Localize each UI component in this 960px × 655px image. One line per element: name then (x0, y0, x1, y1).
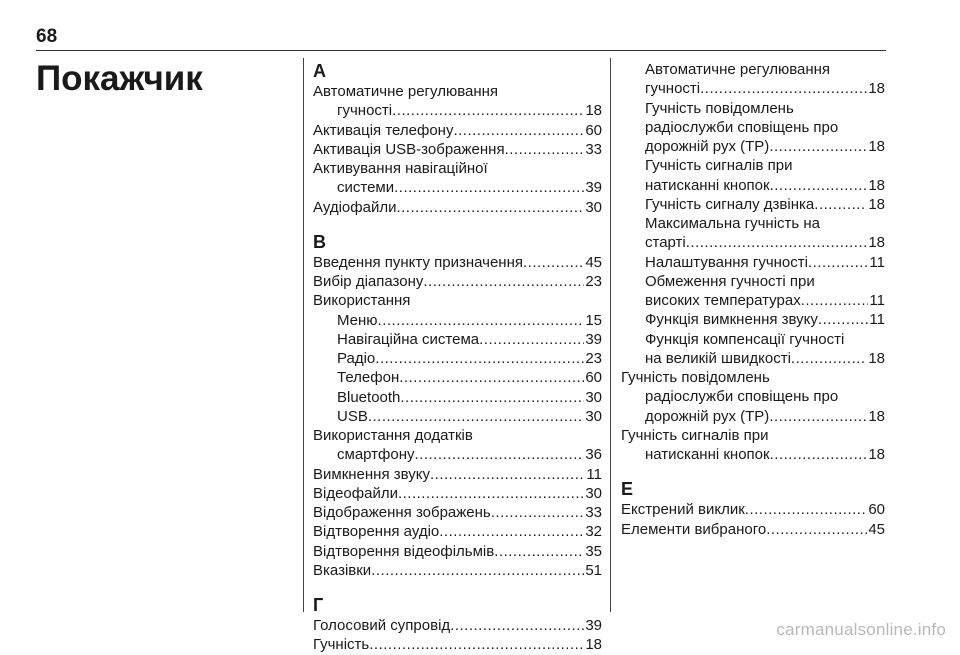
dot-leader (801, 291, 869, 310)
index-entry-text: радіослужби сповіщень про (645, 388, 839, 406)
section-gap (621, 464, 885, 478)
dot-leader (769, 137, 867, 156)
index-title: Покажчик (36, 59, 203, 98)
index-entry[interactable] (313, 616, 602, 635)
index-letter-heading: В (313, 231, 326, 252)
index-entry (621, 99, 885, 118)
index-entry[interactable] (621, 349, 885, 368)
section-gap (313, 217, 602, 231)
dot-leader (494, 542, 584, 561)
index-entry-text: Автоматичне регулювання (313, 83, 499, 100)
index-entry-text: Відеофайли (313, 484, 398, 502)
dot-leader (415, 445, 585, 464)
index-entry-text: високих температурах (645, 292, 801, 309)
index-entry-text: Відображення зображень (313, 504, 491, 521)
index-entry[interactable] (313, 503, 602, 522)
index-entry-text: Меню (337, 311, 378, 329)
index-entry-text: Відтворення відеофільмів (313, 542, 495, 560)
dot-leader (368, 407, 584, 426)
index-entry[interactable] (313, 635, 602, 654)
index-entry-text: Максимальна гучність на (645, 215, 821, 232)
index-entry (313, 82, 602, 101)
dot-leader (396, 198, 584, 217)
dot-leader (770, 445, 868, 464)
index-entry[interactable] (621, 195, 885, 214)
index-entry-text: радіослужби сповіщень про (645, 118, 839, 136)
index-entry-text: Навігаційна система (337, 330, 480, 348)
page-reference[interactable]: 18 (868, 234, 885, 252)
index-entry (621, 118, 885, 137)
index-entry-text: Вимкнення звуку (313, 465, 430, 483)
index-entry[interactable] (313, 349, 602, 368)
dot-leader (505, 140, 585, 159)
dot-leader (423, 272, 584, 291)
column-divider-right (610, 58, 611, 612)
index-entry[interactable] (313, 101, 602, 120)
index-entry-text: натисканні кнопок (645, 446, 770, 463)
index-entry[interactable] (313, 522, 602, 541)
index-entry-text: системи (337, 179, 395, 197)
dot-leader (398, 484, 584, 503)
index-entry-text: Гучність (313, 636, 370, 654)
page-reference[interactable]: 11 (869, 311, 885, 329)
index-letter-heading: Г (313, 595, 324, 615)
index-entry-text: Гучність сигналів при (645, 157, 793, 175)
dot-leader (450, 616, 584, 635)
page-reference[interactable]: 30 (585, 388, 602, 406)
dot-leader (523, 253, 584, 272)
page-reference[interactable]: 11 (869, 292, 885, 309)
page-reference[interactable]: 39 (585, 617, 602, 634)
index-entry[interactable] (621, 79, 885, 98)
index-entry[interactable] (313, 330, 602, 349)
page-number: 68 (36, 26, 58, 47)
index-entry-text: Активація USB-зображення (313, 140, 505, 158)
index-entry-text: Обмеження гучності при (645, 272, 815, 290)
page-reference[interactable]: 11 (869, 253, 885, 271)
index-entry[interactable] (621, 407, 885, 426)
column-divider-left (303, 58, 304, 612)
page-reference[interactable]: 45 (585, 253, 602, 271)
dot-leader (479, 330, 584, 349)
index-entry-text: Голосовий супровід (313, 617, 451, 634)
page-reference[interactable]: 18 (585, 102, 602, 120)
index-entry[interactable] (313, 253, 602, 272)
index-entry[interactable] (313, 561, 602, 580)
dot-leader (378, 311, 585, 330)
page-reference[interactable]: 60 (585, 121, 602, 139)
index-entry[interactable] (313, 198, 602, 217)
index-entry[interactable] (621, 445, 885, 464)
index-entry[interactable] (313, 542, 602, 561)
page-reference[interactable]: 18 (585, 636, 602, 654)
index-entry (621, 60, 885, 79)
index-entry-text: Екстрений виклик (621, 501, 745, 519)
index-entry-text: Відтворення аудіо (313, 523, 440, 541)
dot-leader (766, 520, 867, 539)
index-entry-text: Функція вимкнення звуку (645, 311, 818, 329)
dot-leader (400, 388, 584, 407)
index-letter-heading: А (313, 61, 326, 81)
page-reference[interactable]: 39 (585, 330, 602, 348)
dot-leader (814, 195, 867, 214)
index-entry[interactable] (313, 121, 602, 140)
section-gap (313, 580, 602, 594)
dot-leader (399, 368, 584, 387)
index-entry (313, 159, 602, 178)
dot-leader (430, 465, 585, 484)
page-reference[interactable]: 30 (585, 407, 602, 425)
page-reference[interactable]: 32 (585, 523, 602, 541)
index-entry-text: Радіо (337, 350, 376, 367)
page-reference[interactable]: 18 (868, 138, 885, 155)
dot-leader (700, 79, 867, 98)
index-entry (621, 368, 885, 387)
index-entry[interactable] (313, 272, 602, 291)
page-reference[interactable]: 18 (868, 80, 885, 98)
page-reference[interactable]: 51 (585, 561, 602, 579)
index-entry[interactable] (621, 520, 885, 539)
dot-leader (392, 101, 584, 120)
index-entry-text: Елементи вибраного (621, 520, 767, 538)
index-entry (621, 156, 885, 175)
index-entry[interactable] (313, 484, 602, 503)
index-entry (621, 330, 885, 349)
index-entry[interactable] (313, 311, 602, 330)
page-reference[interactable]: 11 (586, 465, 602, 483)
index-entry[interactable] (313, 140, 602, 159)
page-reference[interactable]: 60 (868, 501, 885, 519)
index-entry-text: Аудіофайли (313, 198, 397, 216)
dot-leader (491, 503, 585, 522)
index-entry-text: дорожній рух (TP) (645, 138, 770, 155)
index-entry (313, 291, 602, 310)
index-entry[interactable] (313, 178, 602, 197)
index-entry-text: Функція компенсації гучності (645, 330, 845, 348)
index-entry-text: натисканні кнопок (645, 176, 770, 194)
page-reference[interactable]: 18 (868, 407, 885, 425)
index-column-b (621, 60, 885, 539)
index-entry (313, 426, 602, 445)
index-entry-text: Налаштування гучності (645, 253, 808, 271)
index-entry (621, 214, 885, 233)
index-entry (621, 387, 885, 406)
index-entry-text: старті (645, 234, 686, 252)
page-reference[interactable]: 35 (585, 542, 602, 560)
index-entry-text: Використання додатків (313, 427, 473, 444)
index-entry-text: на великій швидкості (645, 349, 791, 367)
index-entry-text: Автоматичне регулювання (645, 61, 831, 78)
index-entry-text: гучності (337, 102, 393, 120)
dot-leader (769, 407, 867, 426)
dot-leader (453, 121, 584, 140)
page-reference[interactable]: 30 (585, 198, 602, 216)
index-entry-text: Активування навігаційної (313, 160, 488, 177)
dot-leader (375, 349, 584, 368)
index-entry[interactable] (313, 388, 602, 407)
page-reference[interactable]: 45 (868, 520, 885, 538)
index-entry-text: Гучність сигналів при (621, 426, 769, 444)
page-reference[interactable]: 60 (585, 369, 602, 387)
page-reference[interactable]: 18 (868, 176, 885, 194)
index-entry[interactable] (313, 407, 602, 426)
dot-leader (439, 522, 584, 541)
page-reference[interactable]: 33 (585, 140, 602, 158)
page-reference[interactable]: 18 (868, 446, 885, 463)
index-entry-text: Телефон (337, 369, 400, 387)
index-entry-text: Вказівки (313, 561, 372, 579)
index-entry[interactable] (621, 291, 885, 310)
dot-leader (818, 310, 869, 329)
index-letter-heading: Е (621, 479, 634, 500)
index-entry-text: Введення пункту призначення (313, 253, 523, 271)
index-entry-text: смартфону (337, 446, 415, 464)
index-entry-text: Активація телефону (313, 121, 454, 139)
index-entry[interactable] (621, 137, 885, 156)
index-entry-text: Гучність повідомлень (621, 369, 770, 386)
index-entry-text: USB (337, 407, 368, 425)
index-entry-text: гучності (645, 80, 701, 98)
page-reference[interactable]: 33 (585, 504, 602, 521)
index-entry[interactable] (621, 500, 885, 519)
index-entry-text: Вибір діапазону (313, 273, 424, 290)
index-entry-text: Гучність повідомлень (645, 99, 794, 117)
index-entry[interactable] (621, 310, 885, 329)
page-reference[interactable]: 18 (868, 195, 885, 213)
page-reference[interactable]: 23 (585, 273, 602, 290)
page-reference[interactable]: 36 (585, 446, 602, 464)
dot-leader (745, 500, 868, 519)
page-reference[interactable]: 23 (585, 350, 602, 367)
index-entry[interactable] (621, 176, 885, 195)
dot-leader (369, 635, 584, 654)
header-rule (36, 50, 886, 51)
dot-leader (686, 233, 868, 252)
index-entry[interactable] (313, 465, 602, 484)
dot-leader (791, 349, 867, 368)
page-reference[interactable]: 39 (585, 179, 602, 197)
index-entry[interactable] (621, 253, 885, 272)
watermark-text[interactable]: carmanualsonline.info (776, 620, 946, 639)
index-entry-text: Bluetooth (337, 388, 401, 406)
dot-leader (770, 176, 868, 195)
index-entry-text: дорожній рух (TP) (645, 407, 770, 425)
index-entry[interactable] (313, 445, 602, 464)
index-entry[interactable] (621, 233, 885, 252)
page-reference[interactable]: 30 (585, 484, 602, 502)
page-reference[interactable]: 15 (585, 311, 602, 329)
index-column-a (313, 60, 602, 655)
index-entry (621, 272, 885, 291)
index-entry-text: Використання (313, 292, 411, 310)
index-entry[interactable] (313, 368, 602, 387)
dot-leader (394, 178, 584, 197)
page-reference[interactable]: 18 (868, 349, 885, 367)
index-entry (621, 426, 885, 445)
dot-leader (371, 561, 584, 580)
dot-leader (808, 253, 868, 272)
index-entry-text: Гучність сигналу дзвінка (645, 195, 815, 213)
